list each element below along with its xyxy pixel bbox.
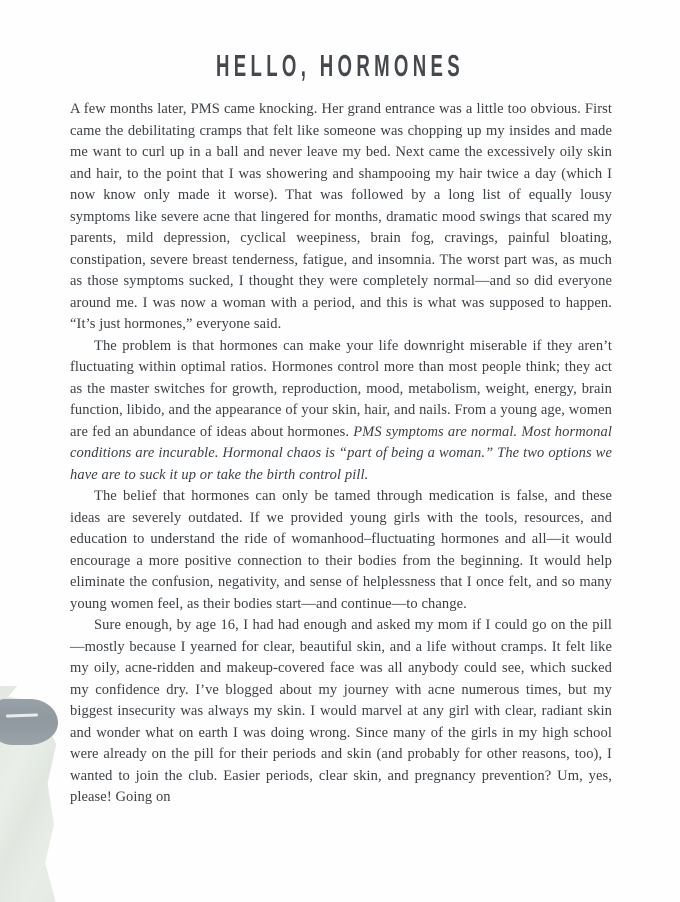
page-title: HELLO, HORMONES — [215, 49, 464, 84]
paragraph-4: Sure enough, by age 16, I had had enough and asked my mom if I could go on the pill—mostly because I yearned for clear, beautiful skin, and a life without cramps. It felt like my oily, acne-ridden and makeup-covered face was all anybody could see, which sucked my confidence dry. I’ve blogged about my journey with acne numerous times, but my biggest insecurity was always my skin. I would marvel at any girl with clear, radiant skin and wonder what on earth I was doing wrong. Since many of the girls in my high school were already on the pill for their periods and skin (and probably for other reasons, too), I wanted to join the club. Easier periods, clear skin, and pregnancy prevention? Um, yes, please! Going on — [70, 617, 612, 805]
title-row — [0, 50, 680, 84]
paragraph-2-italic-passage: PMS symptoms are normal. Most hormonal conditions are incurable. Hormonal chaos is “part of being a woman.” The two options we have are to suck it up or take the birth control pill. — [70, 423, 612, 483]
paragraph-3: The belief that hormones can only be tamed through medication is false, and these ideas are severely outdated. If we provided young girls with the tools, resources, and education to understand the ride of womanhood–fluctuating hormones and all—it would encourage a more positive connection to their bodies from the beginning. It would help eliminate the confusion, negativity, and sense of helplessness that I once felt, and so many young women feel, as their bodies start—and continue—to change. — [70, 488, 612, 612]
paragraph-2 — [70, 336, 612, 487]
body-text — [70, 99, 612, 809]
brush-stroke-decoration — [0, 699, 58, 745]
paragraph-2-regular: The problem is that hormones can make your life downright miserable if they aren’t fluctuating within optimal ratios. Hormones control more than most people think; they act as the master switches for growth, reproduction, mood, metabolism, weight, energy, brain function, libido, and the appearance of your skin, hair, and nails. From a young age, women are fed an abundance of ideas about hormones. — [70, 337, 612, 440]
paragraph-1: A few months later, PMS came knocking. Her grand entrance was a little too obvious. First came the debilitating cramps that felt like someone was chopping up my insides and made me want to curl up in a ball and never leave my bed. Next came the excessively oily skin and hair, to the point that I was showering and shampooing my hair twice a day (which I now know only made it worse). That was followed by a long list of equally lousy symptoms like severe acne that lingered for months, dramatic mood swings that scared my parents, mild depression, cyclical weepiness, brain fog, cravings, painful bloating, constipation, severe breast tenderness, fatigue, and insomnia. The worst part was, as much as those symptoms sucked, I thought they were completely normal—and so did everyone around me. I was now a woman with a period, and this is what was supposed to happen. “It’s just hormones,” everyone said. — [70, 101, 612, 332]
